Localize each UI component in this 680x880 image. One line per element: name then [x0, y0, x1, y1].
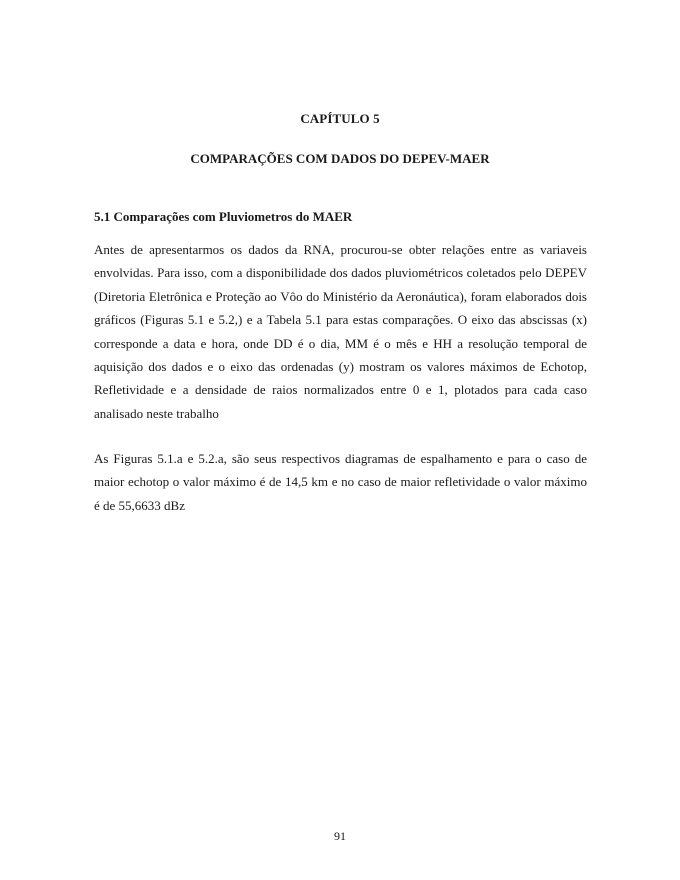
chapter-title: COMPARAÇÕES COM DADOS DO DEPEV-MAER — [190, 151, 490, 166]
section-heading: 5.1 Comparações com Pluviometros do MAER — [94, 209, 353, 224]
body-paragraph-2: As Figuras 5.1.a e 5.2.a, são seus respectivos diagramas de espalhamento e para o caso de maior echotop o valor máximo é de 14,5 km e no caso de maior refletividade o valor máximo é de 55,6633 dBz — [94, 451, 587, 513]
page-number: 91 — [334, 829, 346, 843]
chapter-label: CAPÍTULO 5 — [300, 111, 380, 126]
body-paragraph-1: Antes de apresentarmos os dados da RNA, procurou-se obter relações entre as variaveis envolvidas. Para isso, com a disponibilidade dos dados pluviométricos coletados pelo DEPEV (Diretoria Eletrônica e Proteção ao Vôo do Ministério da Aeronáutica), foram elaborados dois gráficos (Figuras 5.1 e 5.2,) e a Tabela 5.1 para estas comparações. O eixo das abscissas (x) corresponde a data e hora, onde DD é o dia, MM é o mês e HH a resolução temporal de aquisição dos dados e o eixo das ordenadas (y) mostram os valores máximos de Echotop, Refletividade e a densidade de raios normalizados entre 0 e 1, plotados para cada caso analisado neste trabalho — [94, 242, 587, 421]
